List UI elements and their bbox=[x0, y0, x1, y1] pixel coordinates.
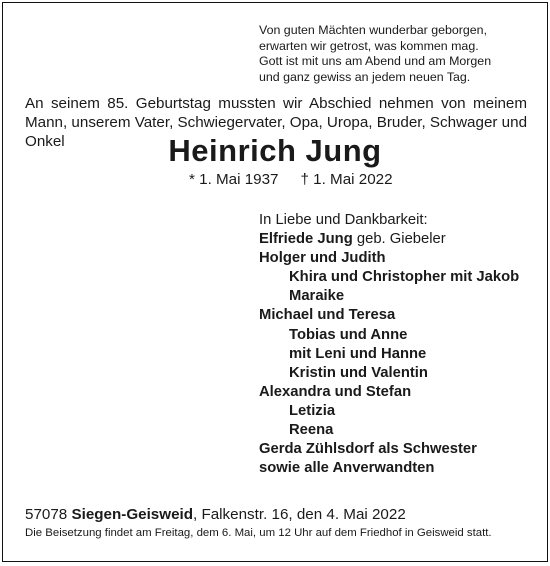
family-child: Tobias und Anne bbox=[289, 326, 408, 343]
sister-entry: Gerda Zühlsdorf als Schwester bbox=[259, 441, 477, 458]
place-and-date bbox=[25, 505, 406, 524]
family-child: Maraike bbox=[289, 288, 345, 305]
family-child: Letizia bbox=[289, 402, 336, 419]
intro-text: An seinem 85. Geburtstag mussten wir Abschied nehmen von meinem Mann, unserem Vater, Schwiegervater, Opa, Uropa, Bruder, Schwager und Onkel bbox=[25, 95, 528, 150]
poem-line: und ganz gewiss an jedem neuen Tag. bbox=[259, 69, 471, 84]
mourners-heading: In Liebe und Dankbarkeit: bbox=[259, 212, 428, 228]
life-dates bbox=[189, 170, 393, 190]
address-and-date: , Falkenstr. 16, den 4. Mai 2022 bbox=[193, 506, 406, 523]
death-notice bbox=[2, 2, 548, 562]
relatives-entry: sowie alle Anverwandten bbox=[259, 460, 435, 477]
family-child: mit Leni und Hanne bbox=[289, 345, 427, 362]
poem bbox=[259, 23, 491, 85]
poem-line: Von guten Mächten wunderbar geborgen, bbox=[259, 23, 488, 37]
family-child: Khira und Christopher mit Jakob bbox=[289, 269, 520, 286]
family-entry: Holger und Judith bbox=[259, 250, 386, 267]
poem-line: Gott ist mit uns am Abend und am Morgen bbox=[259, 54, 492, 68]
spouse bbox=[259, 230, 519, 249]
poem-line: erwarten wir getrost, was kommen mag. bbox=[259, 38, 479, 53]
birth-date: * 1. Mai 1937 bbox=[189, 171, 279, 188]
family-child: Reena bbox=[289, 422, 334, 439]
family-entry: Alexandra und Stefan bbox=[259, 383, 412, 400]
family-entry: Michael und Teresa bbox=[259, 307, 396, 324]
spouse-name: Elfriede Jung bbox=[259, 231, 353, 248]
deceased-name: Heinrich Jung bbox=[168, 133, 382, 168]
mourners-list bbox=[259, 211, 519, 478]
death-date: † 1. Mai 2022 bbox=[300, 171, 393, 188]
postal-code: 57078 bbox=[25, 506, 68, 523]
family-child: Kristin und Valentin bbox=[289, 364, 428, 381]
spouse-maiden-name: geb. Giebeler bbox=[356, 231, 446, 248]
funeral-info: Die Beisetzung findet am Freitag, dem 6. Mai, um 12 Uhr auf dem Friedhof in Geisweid statt. bbox=[25, 527, 492, 539]
city: Siegen-Geisweid bbox=[71, 506, 194, 523]
